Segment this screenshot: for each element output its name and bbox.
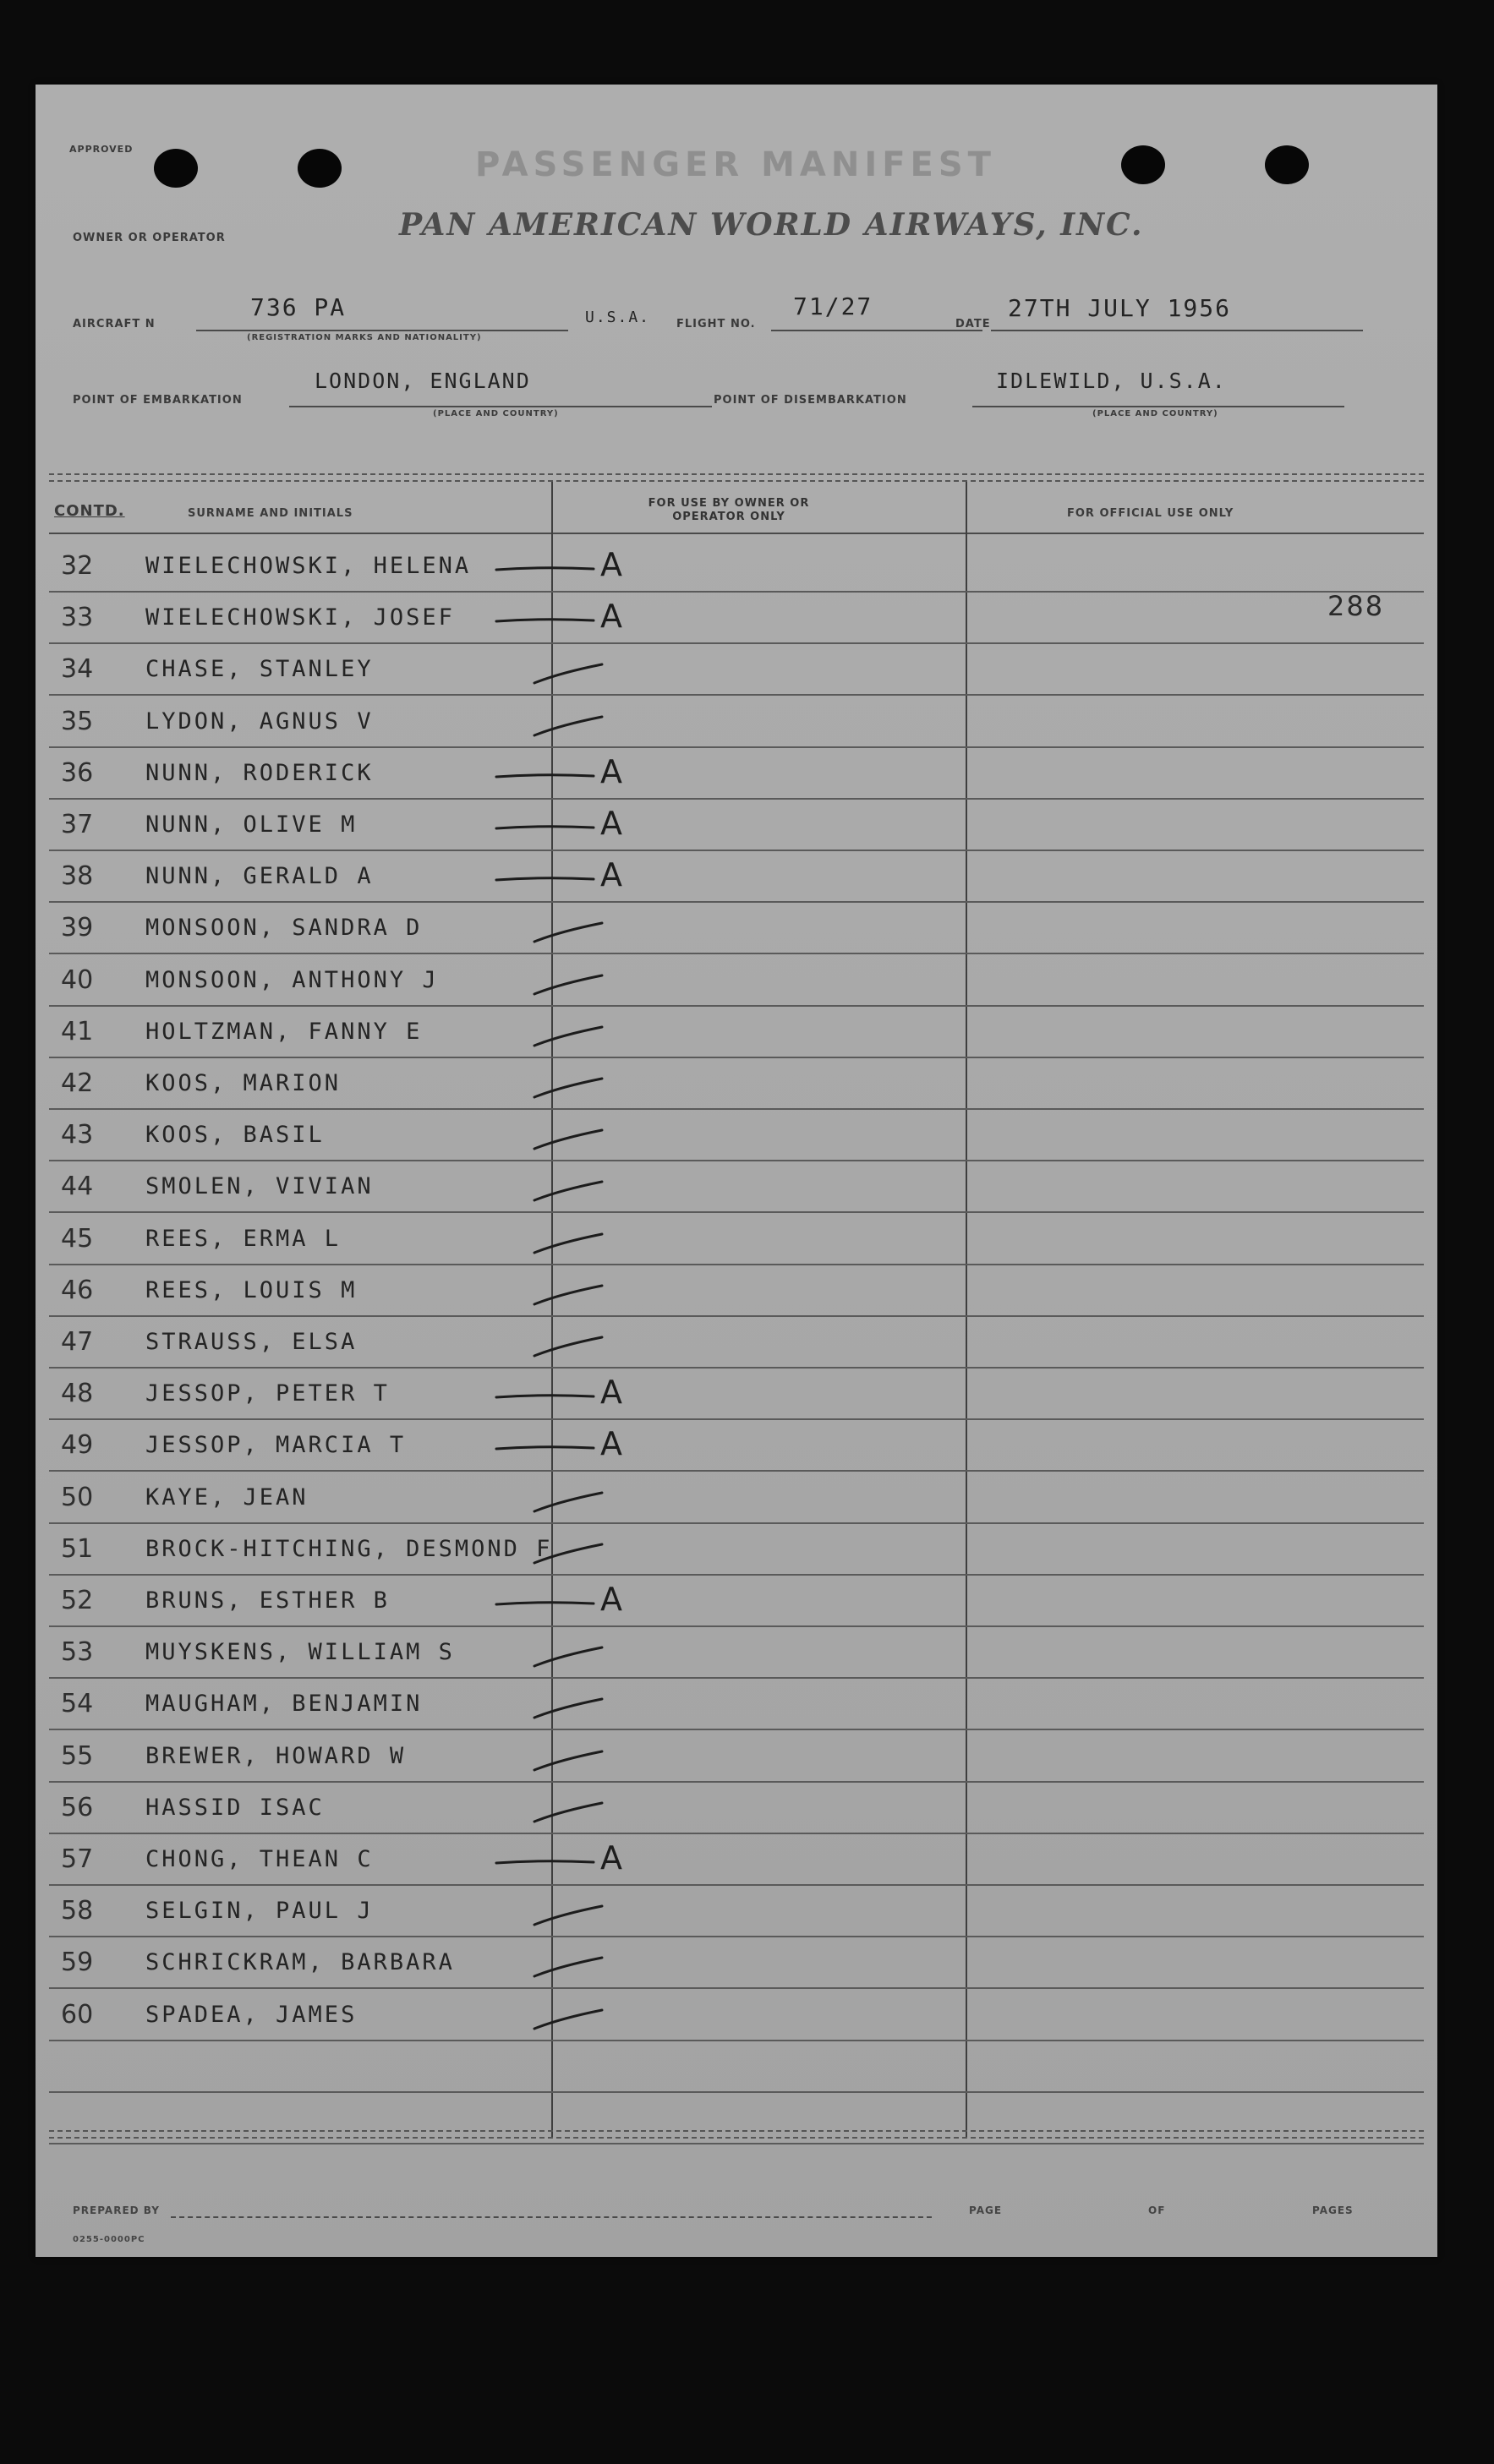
handwritten-mark: A [600,1839,622,1877]
row-number: 34 [61,654,94,685]
passenger-name: WIELECHOWSKI, JOSEF [145,604,455,631]
row-number: 35 [61,706,94,736]
flight-label: FLIGHT NO. [676,318,756,331]
of-label: OF [1148,2204,1166,2216]
row-number: 59 [61,1948,94,1978]
check-mark [36,903,796,954]
check-mark [36,1265,796,1317]
embarkation-place-label: (PLACE AND COUNTRY) [433,409,559,418]
row-number: 37 [61,810,94,839]
table-row [36,1679,1437,1730]
check-mark [36,1834,796,1886]
table-row [36,1265,1437,1317]
table-row [36,903,1437,954]
passenger-name: SMOLEN, VIVIAN [145,1173,374,1200]
row-number: 44 [61,1172,94,1202]
row-number: 49 [61,1430,94,1461]
embarkation-underline [289,406,712,407]
row-number: 51 [61,1533,94,1564]
row-number: 32 [61,551,94,581]
table-row [36,1369,1437,1420]
embarkation-value: LONDON, ENGLAND [315,369,531,393]
check-mark [36,1524,796,1576]
aircraft-value: 736 PA [250,293,347,321]
check-mark [36,1576,796,1627]
check-mark [36,593,796,644]
table-row [36,1783,1437,1834]
table-row [36,1627,1437,1679]
check-mark [36,541,796,593]
handwritten-mark: A [600,1374,622,1412]
passenger-name: STRAUSS, ELSA [145,1329,358,1355]
disembarkation-label: POINT OF DISEMBARKATION [714,394,907,407]
check-mark [36,851,796,903]
check-mark [36,1058,796,1110]
row-number: 36 [61,757,94,788]
passenger-list [36,541,1437,2088]
passenger-name: SELGIN, PAUL J [145,1898,374,1925]
passenger-name: SCHRICKRAM, BARBARA [145,1949,455,1976]
check-mark [36,1731,796,1783]
empty-row [36,2041,1437,2093]
check-mark [36,1937,796,1989]
check-mark [36,1783,796,1834]
table-row [36,644,1437,696]
country-value: U.S.A. [585,309,651,326]
column-header-official-use: FOR OFFICIAL USE ONLY [1067,507,1234,520]
row-number: 52 [61,1586,94,1615]
table-row [36,1990,1437,2041]
row-number: 53 [61,1637,94,1668]
check-mark [36,1161,796,1213]
flight-value: 71/27 [793,292,873,320]
passenger-name: KOOS, BASIL [145,1122,325,1149]
flight-underline [771,330,982,331]
row-number: 56 [61,1792,94,1822]
punch-hole-3 [1121,145,1165,184]
passenger-name: NUNN, OLIVE M [145,811,358,838]
table-row [36,593,1437,644]
table-row [36,1214,1437,1265]
passenger-name: NUNN, GERALD A [145,863,374,890]
approved-stamp: APPROVED [69,144,134,155]
table-row [36,1420,1437,1472]
row-number: 58 [61,1896,94,1926]
check-mark [36,1007,796,1058]
row-number: 54 [61,1689,94,1719]
handwritten-mark: A [600,598,622,636]
passenger-name: JESSOP, PETER T [145,1380,390,1407]
check-mark [36,697,796,748]
check-mark [36,1886,796,1937]
check-mark [36,1679,796,1730]
check-mark [36,1110,796,1161]
row-number: 42 [61,1068,94,1098]
table-bottom-rule [49,2130,1424,2139]
contd-label: CONTD. [54,502,125,520]
prepared-by-underline [171,2216,932,2218]
table-row [36,1834,1437,1886]
row-number: 55 [61,1740,94,1771]
table-header-bottom [49,533,1424,534]
table-row [36,1937,1437,1989]
table-row [36,1058,1437,1110]
punch-hole-2 [298,149,342,188]
disembarkation-underline [972,406,1344,407]
table-row [36,1731,1437,1783]
row-number: 43 [61,1120,94,1150]
table-row [36,1317,1437,1369]
aircraft-label: AIRCRAFT N [73,318,156,331]
check-mark [36,800,796,851]
handwritten-mark: A [600,1425,622,1463]
passenger-name: MONSOON, ANTHONY J [145,966,439,993]
handwritten-mark: A [600,546,622,583]
disembarkation-value: IDLEWILD, U.S.A. [996,369,1227,393]
row-number: 45 [61,1223,94,1254]
page-label: PAGE [969,2204,1003,2216]
aircraft-underline [196,330,568,331]
passenger-name: LYDON, AGNUS V [145,708,374,735]
passenger-name: REES, LOUIS M [145,1276,358,1303]
row-number: 57 [61,1844,94,1874]
registration-label: (REGISTRATION MARKS AND NATIONALITY) [247,333,482,342]
row-number: 39 [61,913,94,943]
table-row [36,1007,1437,1058]
check-mark [36,1214,796,1265]
check-mark [36,1369,796,1420]
handwritten-mark: A [600,856,622,894]
passenger-name: KAYE, JEAN [145,1483,309,1511]
airline-name: PAN AMERICAN WORLD AIRWAYS, INC. [399,207,1144,243]
passenger-name: REES, ERMA L [145,1225,342,1252]
prepared-by-label: PREPARED BY [73,2204,160,2216]
row-number: 46 [61,1275,94,1305]
passenger-name: BRUNS, ESTHER B [145,1587,390,1614]
check-mark [36,748,796,800]
row-number: 47 [61,1327,94,1357]
punch-hole-1 [154,149,198,188]
check-mark [36,1317,796,1369]
table-row [36,697,1437,748]
table-row [36,1472,1437,1524]
column-header-surname: SURNAME AND INITIALS [188,507,353,520]
table-row [36,1524,1437,1576]
date-label: DATE [955,318,991,331]
passenger-name: BREWER, HOWARD W [145,1742,407,1769]
row-number: 50 [61,1482,94,1512]
passenger-name: WIELECHOWSKI, HELENA [145,553,472,579]
table-row [36,1110,1437,1161]
official-use-note: 288 [1327,590,1385,622]
punch-hole-4 [1265,145,1309,184]
handwritten-mark: A [600,752,622,790]
owner-label: OWNER OR OPERATOR [73,232,226,244]
table-row [36,748,1437,800]
passenger-name: KOOS, MARION [145,1070,342,1096]
column-header-owner-use: FOR USE BY OWNER OR OPERATOR ONLY [648,497,810,523]
handwritten-mark: A [600,805,622,842]
passenger-name: JESSOP, MARCIA T [145,1432,407,1459]
check-mark [36,1627,796,1679]
passenger-name: CHASE, STANLEY [145,656,374,683]
row-number: 38 [61,861,94,892]
handwritten-mark: A [600,1581,622,1618]
passenger-name: CHONG, THEAN C [145,1846,374,1872]
embarkation-label: POINT OF EMBARKATION [73,394,243,407]
row-number: 33 [61,603,94,633]
passenger-name: HASSID ISAC [145,1794,325,1821]
table-row [36,1161,1437,1213]
check-mark [36,1420,796,1472]
disembarkation-place-label: (PLACE AND COUNTRY) [1092,409,1218,418]
passenger-name: MONSOON, SANDRA D [145,915,423,942]
check-mark [36,955,796,1007]
pages-label: PAGES [1312,2204,1354,2216]
table-row [36,955,1437,1007]
check-mark [36,644,796,696]
table-row [36,1886,1437,1937]
row-number: 41 [61,1016,94,1046]
date-underline [991,330,1363,331]
table-row [36,800,1437,851]
check-mark [36,1472,796,1524]
table-top-rule [49,473,1424,482]
form-number: 0255-0000PC [73,2235,145,2244]
form-title: PASSENGER MANIFEST [475,145,996,184]
check-mark [36,1990,796,2041]
passenger-name: NUNN, RODERICK [145,759,374,786]
row-number: 48 [61,1379,94,1409]
date-value: 27TH JULY 1956 [1008,294,1232,322]
passenger-name: MAUGHAM, BENJAMIN [145,1691,423,1718]
manifest-sheet [36,85,1437,2257]
passenger-name: HOLTZMAN, FANNY E [145,1018,423,1045]
passenger-name: MUYSKENS, WILLIAM S [145,1639,455,1666]
table-row [36,1576,1437,1627]
passenger-name: BROCK-HITCHING, DESMOND F [145,1535,553,1562]
table-row [36,851,1437,903]
passenger-name: SPADEA, JAMES [145,2001,358,2028]
row-rule [49,2143,1424,2144]
row-number: 60 [61,1999,94,2030]
table-row [36,541,1437,593]
row-number: 40 [61,964,94,995]
